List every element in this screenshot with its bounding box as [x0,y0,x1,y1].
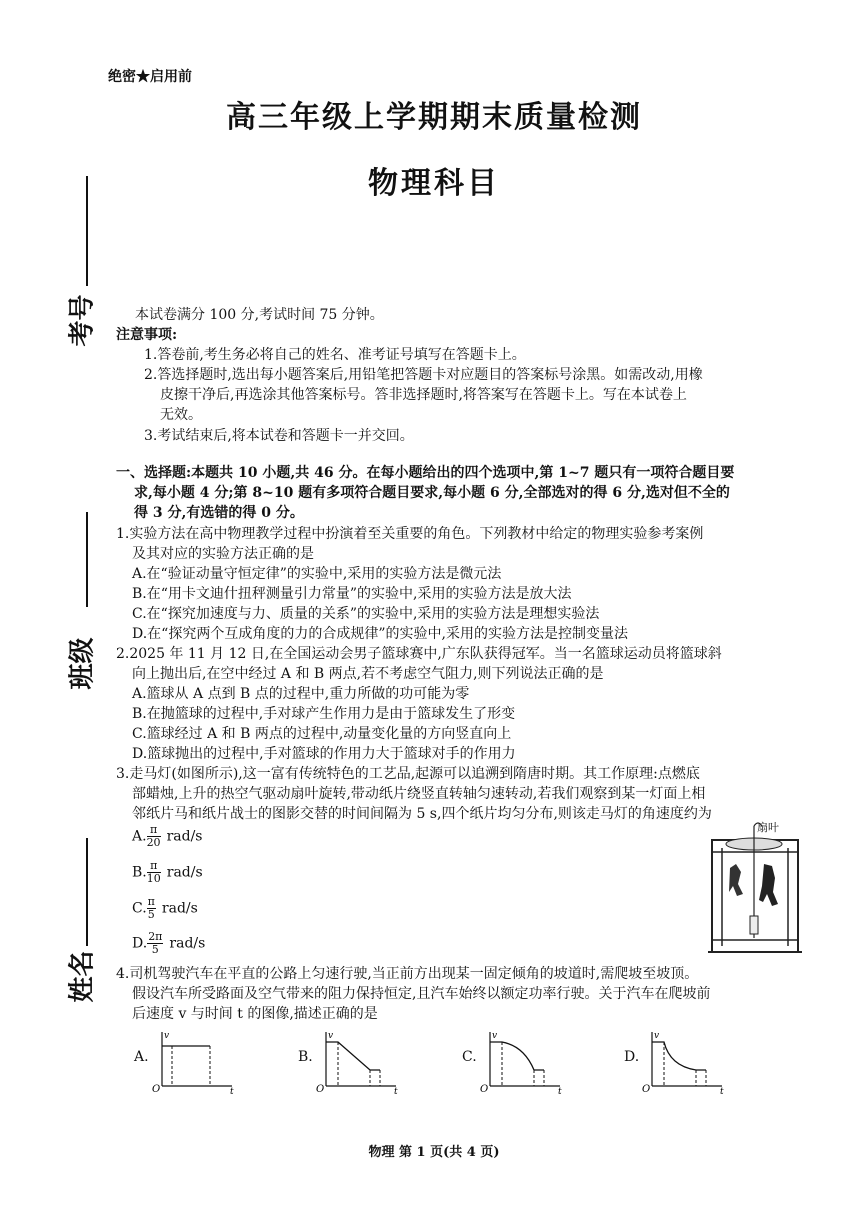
notice-item: 2.答选择题时,选出每小题答案后,用铅笔把答题卡对应题目的答案标号涂黑。如需改动,用橡 [144,367,703,383]
option-letter: D. [132,935,148,952]
question-1-option: D.在“探究两个互成角度的力的合成规律”的实验中,采用的实验方法是控制变量法 [132,626,628,642]
velocity-curve [652,1042,706,1070]
question-2-option: A.篮球从 A 点到 B 点的过程中,重力所做的功可能为零 [132,686,470,702]
t-axis-label: t [720,1087,724,1094]
question-2-option: B.在抛篮球的过程中,手对球产生作用力是由于篮球发生了形变 [132,706,516,722]
fraction [147,896,156,921]
notice-item: 皮擦干净后,再选涂其他答案标号。答非选择题时,将答案写在答题卡上。写在本试卷上 [160,387,687,403]
fan-blade-label: 扇叶 [757,821,779,834]
question-4-stem: 4.司机驾驶汽车在平直的公路上匀速行驶,当正前方出现某一固定倾角的坡道时,需爬坡至坡顶。 [116,966,699,982]
option-unit: rad/s [161,900,198,917]
question-3-option-c [132,896,198,921]
exam-title: 高三年级上学期期末质量检测 [226,100,642,135]
graph-a-letter: A. [134,1049,149,1065]
graph-b [314,1028,400,1094]
option-unit: rad/s [166,864,203,881]
notice-heading: 注意事项: [116,327,178,343]
fraction-denominator: 5 [147,908,155,921]
question-4-stem: 假设汽车所受路面及空气带来的阻力保持恒定,且汽车始终以额定功率行驶。关于汽车在爬坡前 [132,986,711,1002]
v-axis-label: v [328,1031,334,1041]
origin-label: O [316,1084,325,1094]
question-3-option-b [132,860,203,885]
lantern-figure [706,818,810,958]
question-3-option-a [132,824,202,849]
v-axis-label: v [654,1031,660,1041]
fraction-denominator: 5 [151,943,159,956]
candle-icon [750,916,758,934]
secret-mark: 绝密★启用前 [108,69,192,85]
question-2-stem: 向上抛出后,在空中经过 A 和 B 两点,若不考虑空气阻力,则下列说法正确的是 [132,666,604,682]
question-1-stem: 1.实验方法在高中物理教学过程中扮演着至关重要的角色。下列教材中给定的物理实验参考案例 [116,526,704,542]
notice-item: 1.答卷前,考生务必将自己的姓名、准考证号填写在答题卡上。 [144,347,526,363]
graph-d-letter: D. [624,1049,640,1065]
question-4-stem: 后速度 v 与时间 t 的图像,描述正确的是 [132,1006,378,1022]
option-unit: rad/s [166,828,203,845]
v-axis-label: v [164,1031,170,1041]
graph-d [640,1028,726,1094]
notice-item: 3.考试结束后,将本试卷和答题卡一并交回。 [144,428,414,444]
exam-intro: 本试卷满分 100 分,考试时间 75 分钟。 [135,307,384,323]
fraction-denominator: 20 [146,836,161,849]
page-footer: 物理 第 1 页(共 4 页) [368,1145,500,1160]
class-label: 班级 [67,637,98,690]
fraction [147,860,161,885]
class-line [86,512,88,607]
fraction [147,824,161,849]
fraction [147,931,163,956]
subject-title: 物理科目 [368,166,500,201]
fraction-denominator: 10 [146,872,161,885]
option-letter: B. [132,864,147,881]
name-line [86,838,88,946]
question-3-option-d [132,931,205,956]
question-1-stem: 及其对应的实验方法正确的是 [132,546,314,562]
paper-horse-icon [729,864,743,896]
origin-label: O [642,1084,651,1094]
lantern-frame [712,840,798,952]
option-letter: C. [132,900,147,917]
question-1-option: B.在“用卡文迪什扭秤测量引力常量”的实验中,采用的实验方法是放大法 [132,586,572,602]
graph-b-letter: B. [298,1049,313,1065]
t-axis-label: t [558,1087,562,1094]
fraction-numerator: π [147,860,161,873]
graph-c [478,1028,564,1094]
option-unit: rad/s [169,935,206,952]
question-2-stem: 2.2025 年 11 月 12 日,在全国运动会男子篮球赛中,广东队获得冠军。当一名篮球运动员将篮球斜 [116,646,722,662]
section-instructions: 一、选择题:本题共 10 小题,共 46 分。在每小题给出的四个选项中,第 1~7 题只有一项符合题目要 [116,465,735,481]
question-3-stem: 3.走马灯(如图所示),这一富有传统特色的工艺品,起源可以追溯到隋唐时期。其工作原理:点燃底 [116,766,700,782]
velocity-curve [326,1042,380,1070]
notice-item: 无效。 [160,407,202,423]
origin-label: O [480,1084,489,1094]
t-axis-label: t [230,1087,234,1094]
fraction-numerator: π [147,895,155,908]
question-3-stem: 部蜡烛,上升的热空气驱动扇叶旋转,带动纸片绕竖直转轴匀速转动,若我们观察到某一灯面上相 [132,786,706,802]
exam-no-label: 考号 [67,294,98,347]
fraction-numerator: 2π [148,930,163,943]
graph-c-letter: C. [462,1049,477,1065]
origin-label: O [152,1084,161,1094]
question-3-stem: 邻纸片马和纸片战士的图影交替的时间间隔为 5 s,四个纸片均匀分布,则该走马灯的角速度约为 [132,806,712,822]
question-2-option: C.篮球经过 A 和 B 两点的过程中,动量变化量的方向竖直向上 [132,726,512,742]
paper-warrior-icon [759,864,778,906]
section-instructions: 得 3 分,有选错的得 0 分。 [134,505,304,521]
name-label: 姓名 [67,950,98,1003]
velocity-curve [490,1042,544,1070]
t-axis-label: t [394,1087,398,1094]
exam-no-line [86,176,88,286]
graph-a [150,1028,236,1094]
question-1-option: C.在“探究加速度与力、质量的关系”的实验中,采用的实验方法是理想实验法 [132,606,600,622]
v-axis-label: v [492,1031,498,1041]
option-letter: A. [132,828,147,845]
section-instructions: 求,每小题 4 分;第 8~10 题有多项符合题目要求,每小题 6 分,全部选对的得 6 分,选对但不全的 [134,485,730,501]
fraction-numerator: π [147,824,161,837]
question-1-option: A.在“验证动量守恒定律”的实验中,采用的实验方法是微元法 [132,566,502,582]
question-2-option: D.篮球抛出的过程中,手对篮球的作用力大于篮球对手的作用力 [132,746,516,762]
